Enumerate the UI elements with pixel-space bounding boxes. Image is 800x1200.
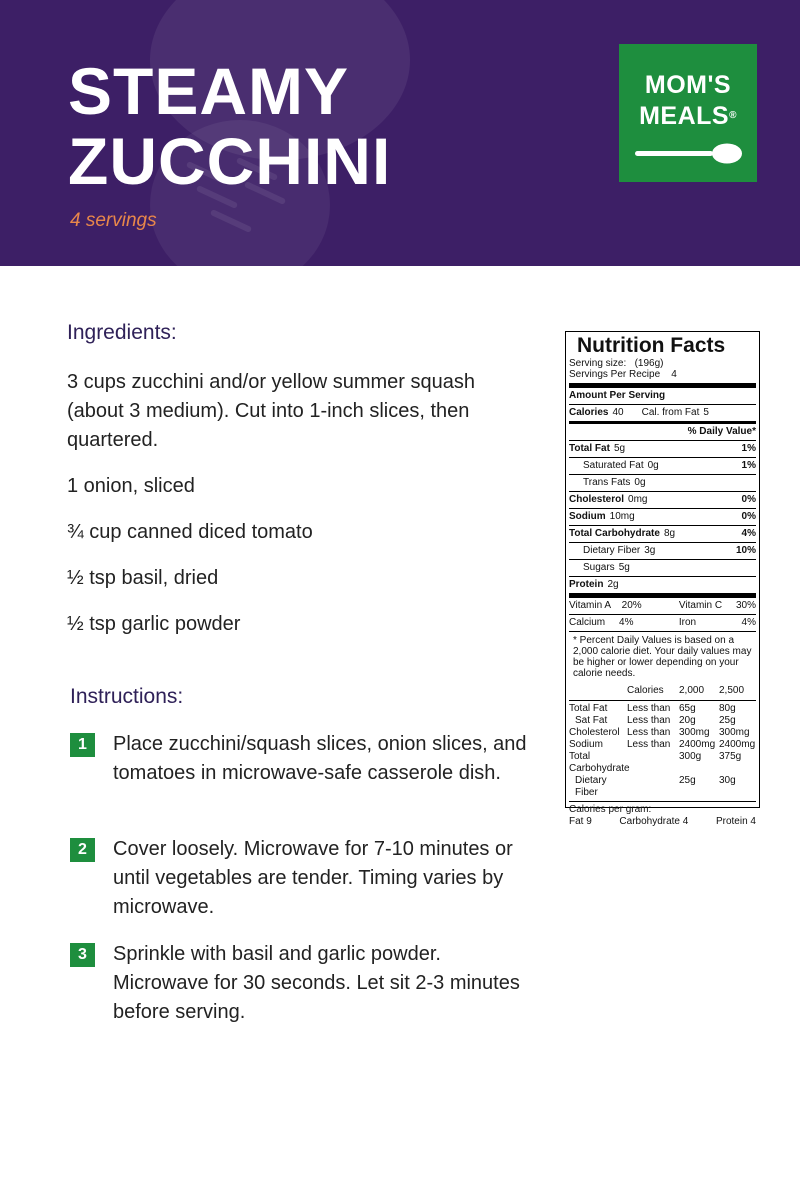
registered-mark: ®: [729, 110, 737, 121]
nutrient-rows: [569, 440, 756, 593]
nutrient-row: [569, 559, 756, 576]
servings-per-label: Servings Per Recipe: [569, 369, 661, 380]
iron-label: Iron: [678, 617, 697, 628]
reference-row: [569, 703, 756, 715]
vitamin-a-value: 20%: [621, 600, 642, 611]
reference-header: [569, 681, 756, 700]
reference-cell: [627, 775, 679, 799]
step-text: Sprinkle with basil and garlic powder. Microwave for 30 seconds. Let sit 2-3 minutes before serving.: [113, 943, 520, 1023]
nutrition-title: Nutrition Facts: [577, 334, 726, 357]
nutrient-name-amount: [583, 477, 646, 489]
reference-cell: 375g: [719, 751, 742, 762]
nutrient-daily-value: 1%: [741, 443, 756, 454]
reference-cell: Total Fat: [569, 703, 608, 714]
nutrient-label: Sodium: [569, 511, 606, 522]
nutrient-amount: 0g: [647, 460, 659, 471]
logo-text: MOM'S: [644, 71, 732, 99]
servings-per-row: [569, 369, 756, 383]
nutrient-label: Dietary Fiber: [583, 545, 641, 556]
nutrient-label: Saturated Fat: [583, 460, 644, 471]
reference-cell: 25g: [719, 715, 736, 726]
nutrient-row: [569, 474, 756, 491]
nutrient-amount: 5g: [613, 443, 626, 454]
page-title: [68, 56, 391, 196]
per-gram-carb: Carbohydrate 4: [619, 816, 689, 827]
vitamin-a-label: Vitamin A: [569, 600, 611, 611]
amount-per-label: Amount Per Serving: [569, 390, 666, 401]
nutrient-row: [569, 576, 756, 593]
nutrient-row: [569, 440, 756, 457]
servings-label: 4 servings: [70, 210, 157, 231]
vitamin-c-value: 30%: [735, 600, 756, 611]
calories-value: 40: [612, 407, 624, 418]
ingredient-item: 1 onion, sliced: [67, 475, 195, 497]
reference-cell: 300mg: [719, 727, 750, 738]
serving-size-value: (196g): [634, 358, 664, 369]
servings-per-value: 4: [671, 369, 677, 380]
reference-cell: 20g: [679, 715, 696, 726]
reference-cell: 300g: [679, 751, 702, 762]
nutrient-name-amount: [569, 443, 625, 455]
spoon-icon: [635, 142, 743, 166]
nutrient-label: Protein: [569, 579, 604, 590]
nutrient-label: Total Fat: [569, 443, 610, 454]
nutrient-label: Cholesterol: [569, 494, 625, 505]
nutrient-row: [569, 508, 756, 525]
nutrient-daily-value: 0%: [741, 494, 756, 505]
nutrient-row: [569, 457, 756, 474]
reference-cell: 30g: [719, 775, 736, 786]
per-gram-fat: Fat 9: [569, 816, 592, 827]
amount-per-serving: [569, 383, 756, 404]
reference-row: [569, 751, 756, 775]
calories-label: Calories: [569, 407, 609, 418]
nutrient-name-amount: [583, 545, 655, 557]
reference-cell: Sat Fat: [575, 715, 608, 726]
nutrient-name-amount: [569, 579, 619, 591]
ref-header-cell: 2,500: [719, 685, 745, 696]
vitamins-row: [569, 593, 756, 614]
nutrient-label: Sugars: [583, 562, 615, 573]
reference-cell: 2400mg: [719, 739, 756, 750]
nutrient-amount: 0mg: [628, 494, 648, 505]
reference-cell: 80g: [719, 703, 736, 714]
reference-cell: 2400mg: [679, 739, 716, 750]
nutrient-amount: 8g: [663, 528, 676, 539]
vitamin-c-label: Vitamin C: [678, 600, 723, 611]
reference-table: [569, 700, 756, 801]
reference-cell: 65g: [679, 703, 696, 714]
ref-header-cell: 2,000: [679, 685, 705, 696]
nutrient-name-amount: [569, 511, 635, 523]
nutrient-name-amount: [569, 494, 647, 506]
nutrition-facts-panel: [565, 331, 760, 827]
header-banner: [0, 0, 800, 266]
logo-text: [619, 102, 757, 130]
step-text: Cover loosely. Microwave for 7-10 minutes or until vegetables are tender. Timing varies by microwave.: [113, 838, 513, 918]
iron-value: 4%: [741, 617, 756, 628]
nutrient-daily-value: 0%: [741, 511, 756, 522]
ingredient-item: ¾ cup canned diced tomato: [67, 521, 313, 543]
cal-per-gram-label: Calories per gram:: [569, 804, 652, 815]
instructions-heading: Instructions:: [70, 685, 184, 708]
ingredient-item: ½ tsp garlic powder: [67, 613, 241, 635]
step-number-badge: 3: [70, 943, 95, 967]
logo-text: MEALS: [639, 102, 730, 130]
nutrient-name-amount: [569, 528, 675, 540]
per-gram-protein: Protein 4: [715, 816, 756, 827]
title-line: STEAMY: [68, 54, 350, 128]
title-line: ZUCCHINI: [68, 124, 392, 198]
reference-cell: Less than: [627, 739, 671, 750]
reference-row: [569, 775, 756, 799]
per-gram-values: [569, 816, 756, 828]
serving-size-label: Serving size:: [569, 358, 627, 369]
reference-cell: 25g: [679, 775, 696, 786]
reference-cell: 300mg: [679, 727, 710, 738]
calcium-value: 4%: [619, 617, 634, 628]
cal-fat-label: Cal. from Fat: [641, 407, 700, 418]
nutrient-label: Total Carbohydrate: [569, 528, 660, 539]
cal-fat-value: 5: [703, 407, 709, 418]
nutrient-row: [569, 542, 756, 559]
footnote: * Percent Daily Values is based on a 2,000 calorie diet. Your daily values may be higher or lower depending on your calorie needs.: [569, 631, 756, 681]
reference-row: [569, 739, 756, 751]
reference-cell: Cholesterol: [569, 727, 620, 738]
nutrient-amount: 0g: [634, 477, 646, 488]
reference-cell: Less than: [627, 727, 671, 738]
nutrient-row: [569, 491, 756, 508]
reference-row: [569, 727, 756, 739]
nutrient-name-amount: [583, 562, 630, 574]
ingredient-item: ½ tsp basil, dried: [67, 567, 219, 589]
ref-header-cell: Calories: [627, 685, 664, 696]
minerals-row: [569, 614, 756, 631]
reference-cell: Sodium: [569, 739, 603, 750]
nutrient-amount: 3g: [644, 545, 656, 556]
reference-cell: Dietary Fiber: [575, 775, 607, 798]
nutrient-daily-value: 4%: [741, 528, 756, 539]
calories-row: [569, 404, 756, 421]
reference-cell: Less than: [627, 715, 671, 726]
step-number-badge: 1: [70, 733, 95, 757]
cal-per-gram-row: [569, 801, 756, 816]
brand-logo: [619, 44, 757, 182]
reference-row: [569, 715, 756, 727]
nutrient-daily-value: 10%: [735, 545, 756, 556]
nutrient-daily-value: 1%: [741, 460, 756, 471]
nutrient-row: [569, 525, 756, 542]
ingredients-heading: Ingredients:: [67, 321, 177, 344]
step-number-badge: 2: [70, 838, 95, 862]
nutrient-label: Trans Fats: [583, 477, 631, 488]
serving-size-row: [569, 358, 756, 369]
dv-header: % Daily Value*: [687, 426, 756, 437]
nutrient-amount: 2g: [607, 579, 619, 590]
nutrient-amount: 5g: [618, 562, 630, 573]
daily-value-header: [569, 421, 756, 440]
nutrient-amount: 10mg: [609, 511, 635, 522]
nutrient-name-amount: [583, 460, 659, 472]
calcium-label: Calcium: [569, 617, 606, 628]
ingredient-item: 3 cups zucchini and/or yellow summer squash (about 3 medium). Cut into 1-inch slices, then quartered.: [67, 371, 475, 451]
reference-cell: Total Carbohydrate: [569, 751, 630, 774]
reference-cell: [627, 751, 679, 775]
step-text: Place zucchini/squash slices, onion slices, and tomatoes in microwave-safe casserole dish.: [113, 733, 527, 784]
reference-cell: Less than: [627, 703, 671, 714]
